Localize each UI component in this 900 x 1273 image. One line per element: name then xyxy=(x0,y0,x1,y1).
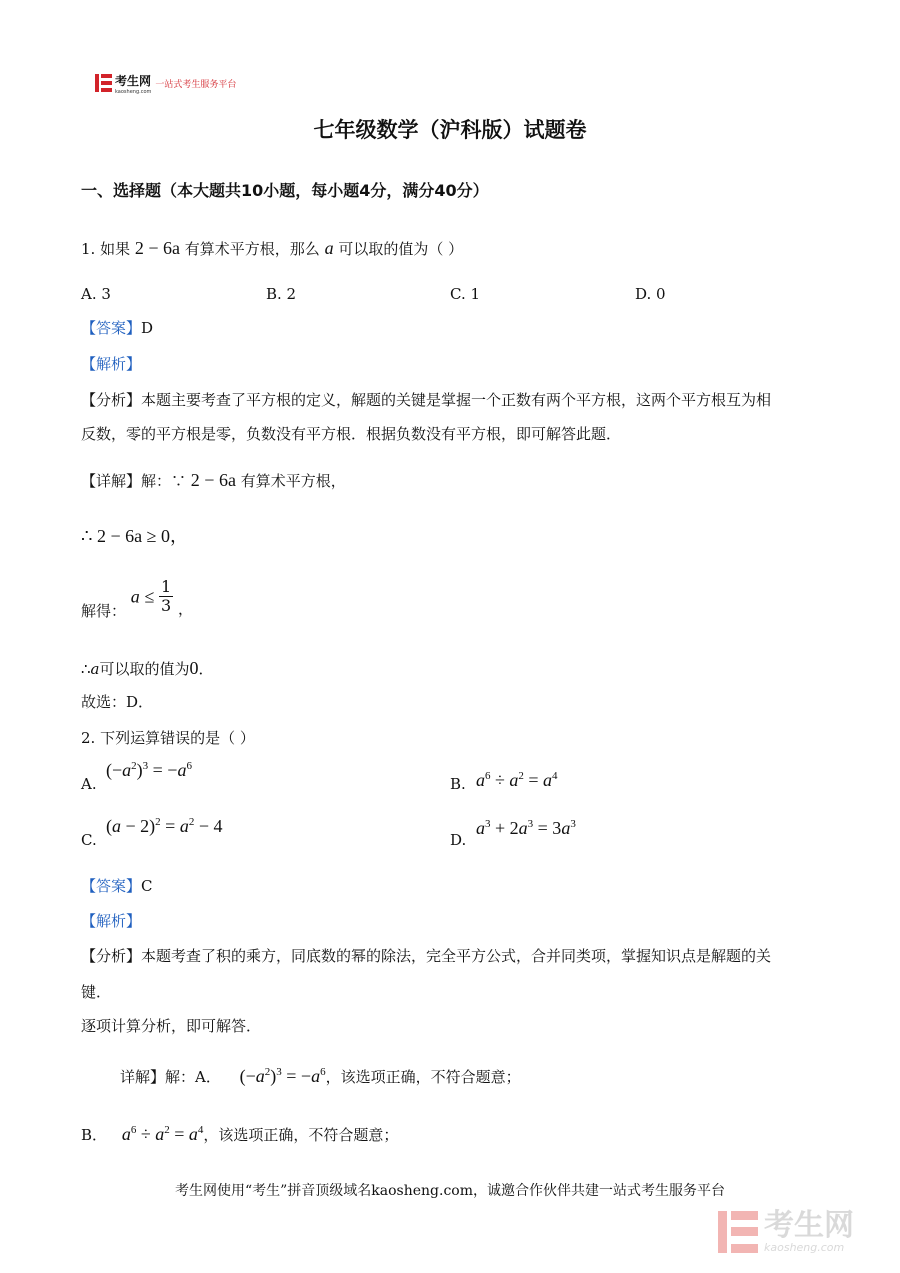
q1-step3-end: ． xyxy=(198,660,214,678)
q1-step2-num: 1 xyxy=(160,577,172,596)
watermark-name: 考生网 xyxy=(764,1208,854,1243)
q2-option-a-formula: $(-a^2)^3 = -a^6$ xyxy=(106,760,192,780)
q1-step3-var: a xyxy=(90,660,100,678)
q2-option-d-formula: $a^3 + 2a^3 = 3a^3$ xyxy=(476,818,576,838)
q1-step3-mid: 可以取的值为 xyxy=(99,660,190,678)
q1-expr: 2 − 6a xyxy=(134,238,181,258)
q2-detail-b-prefix: B． xyxy=(81,1126,108,1144)
q2-analysis-line1: 【分析】本题考查了积的乘方，同底数的幂的除法，完全平方公式，合并同类项，掌握知识点是解题的关 xyxy=(81,947,772,965)
q2-analysis-tag: 【解析】 xyxy=(81,912,142,930)
q2-option-d-label: D. xyxy=(450,831,467,849)
q2-detail-b-formula: $a^6 \div a^2 = a^4$ xyxy=(121,1124,204,1144)
q1-step2-prefix: 解得： xyxy=(81,601,127,620)
logo-name: 考生网 xyxy=(115,74,152,88)
page-title: 七年级数学（沪科版）试题卷 xyxy=(313,118,587,142)
q1-option-c: C. 1 xyxy=(450,285,481,303)
q1-suffix: 可以取的值为（ ） xyxy=(338,240,464,258)
q2-detail-a xyxy=(120,1062,521,1087)
q1-detail xyxy=(81,470,346,491)
q1-answer-tag: 【答案】 xyxy=(81,319,142,337)
q2-option-c-formula: $(a - 2)^2 = a^2 - 4$ xyxy=(106,816,223,836)
watermark-logo xyxy=(718,1210,854,1254)
q2-answer-value: C xyxy=(141,877,153,895)
q2-stem: 2. 下列运算错误的是（ ） xyxy=(81,729,255,747)
q1-analysis-line2: 反数，零的平方根是零，负数没有平方根．根据负数没有平方根，即可解答此题． xyxy=(81,425,622,443)
q1-prefix: 1. 如果 xyxy=(81,240,131,258)
q1-mid: 有算术平方根，那么 xyxy=(184,240,320,258)
q2-answer xyxy=(81,876,153,896)
q2-method: 逐项计算分析，即可解答． xyxy=(81,1017,262,1035)
q1-step2 xyxy=(81,577,193,620)
q1-choose: 故选：D． xyxy=(81,693,154,711)
q1-step2-suffix: ， xyxy=(177,599,193,618)
q2-answer-tag: 【答案】 xyxy=(81,877,142,895)
q1-step3 xyxy=(81,658,214,679)
q1-step2-fraction xyxy=(159,578,173,615)
q1-step3-prefix: ∴ xyxy=(81,660,91,678)
q1-stem xyxy=(81,238,463,259)
logo-slogan: 一站式考生服务平台 xyxy=(155,79,237,90)
q2-detail-b xyxy=(81,1120,398,1145)
section-heading: 一、选择题（本大题共10小题，每小题4分，满分40分） xyxy=(81,181,489,200)
q1-option-a: A. 3 xyxy=(81,285,111,303)
q2-option-c-label: C. xyxy=(81,831,97,849)
q1-option-d: D. 0 xyxy=(635,285,666,303)
q2-detail-a-formula: $(-a^2)^3 = -a^6$ xyxy=(239,1066,326,1086)
q1-detail-suffix: 有算术平方根， xyxy=(240,472,346,490)
q1-answer xyxy=(81,318,153,338)
q1-detail-prefix: 【详解】解：∵ xyxy=(81,472,187,490)
q1-step1: ∴ 2 − 6a ≥ 0， xyxy=(81,526,188,546)
page-footer: 考生网使用“考生”拼音顶级域名kaosheng.com，诚邀合作伙伴共建一站式考生服务平台 xyxy=(174,1183,726,1199)
q2-analysis-line2: 键． xyxy=(81,983,112,1001)
q1-analysis-tag: 【解析】 xyxy=(81,355,142,373)
q2-option-b-formula: $a^6 \div a^2 = a^4$ xyxy=(476,770,558,790)
watermark-domain: kaosheng.com xyxy=(764,1241,845,1254)
q2-detail-a-suffix: ，该选项正确，不符合题意； xyxy=(325,1068,521,1086)
watermark-mark-icon xyxy=(718,1211,758,1253)
header-logo[interactable] xyxy=(95,72,236,94)
q2-option-b-label: B. xyxy=(450,775,466,793)
q2-option-a-label: A. xyxy=(81,775,97,793)
q2-detail-a-prefix: 详解】解：A． xyxy=(120,1068,221,1086)
q1-step2-lhs: a ≤ xyxy=(130,586,155,607)
logo-domain: kaosheng.com xyxy=(115,89,152,95)
q1-answer-value: D xyxy=(141,319,154,337)
q1-step3-val: 0 xyxy=(189,658,199,678)
q1-step2-den: 3 xyxy=(160,596,172,615)
logo-mark-icon xyxy=(95,74,112,92)
q1-analysis-line1: 【分析】本题主要考查了平方根的定义，解题的关键是掌握一个正数有两个平方根，这两个平方根互为相 xyxy=(81,391,772,409)
q1-var: a xyxy=(324,238,334,258)
q2-detail-b-suffix: ，该选项正确，不符合题意； xyxy=(203,1126,399,1144)
q1-option-b: B. 2 xyxy=(266,285,297,303)
q1-detail-expr: 2 − 6a xyxy=(190,470,236,490)
